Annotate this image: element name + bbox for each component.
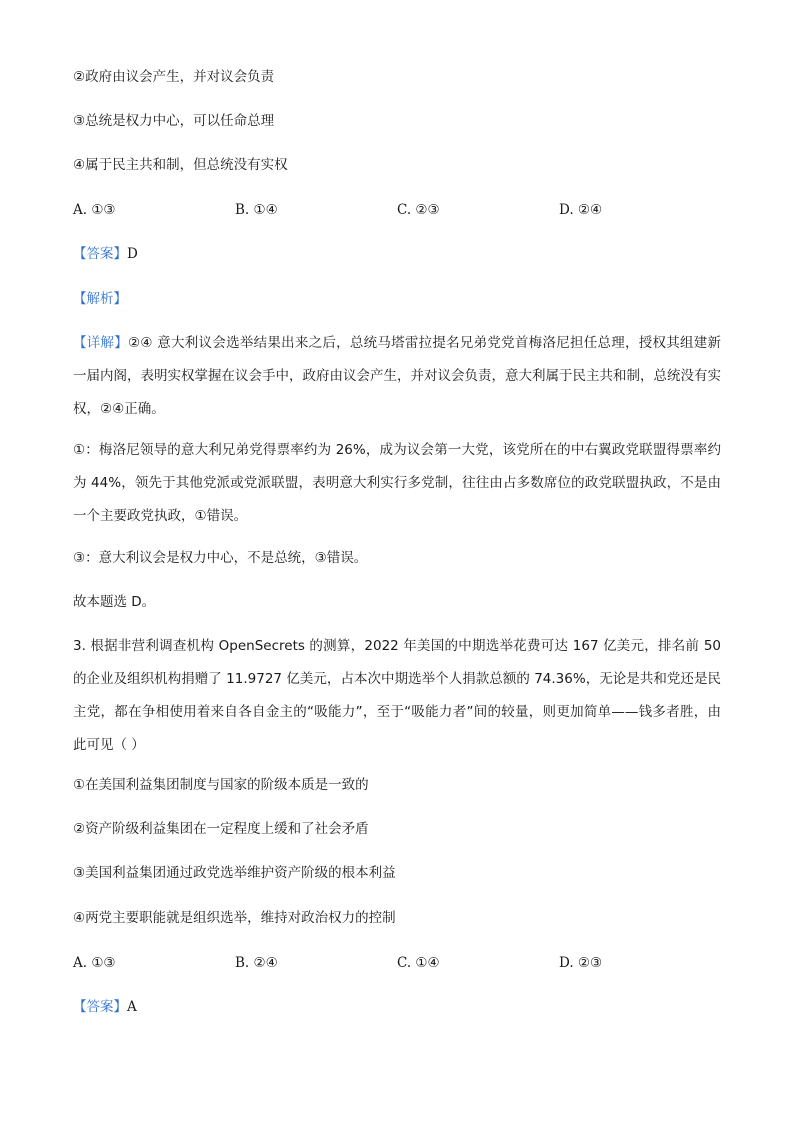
q2-detail-paragraph	[73, 327, 721, 426]
answer-value: A	[127, 999, 137, 1015]
q2-option-c: C. ②③	[397, 202, 440, 218]
q3-options-row	[73, 953, 721, 973]
q2-option-b: B. ①④	[235, 202, 278, 218]
answer-value: D	[127, 246, 138, 262]
q2-analysis-statement-1: ①：梅洛尼领导的意大利兄弟党得票率约为 26%，成为议会第一大党，该党所在的中右翼政党联盟得票率约为 44%，领先于其他党派或党派联盟，表明意大利实行多党制，往往由占多数席位的政党联盟执政，不是由一个主要政党执政，①错误。	[73, 442, 721, 524]
q2-answer	[73, 244, 138, 264]
q3-stem: 3. 根据非营利调查机构 OpenSecrets 的测算，2022 年美国的中期选举花费可达 167 亿美元，排名前 50 的企业及组织机构捐赠了 11.9727 亿美元，占本次中期选举个人捐款总额的 74.36%，无论是共和党还是民主党，都在争相使用着来自各自金主的“吸能力”，至于“吸能力者”间的较量，则更加简单——钱多者胜，由此可见（ ）	[73, 638, 721, 753]
detail-text: ②④ 意大利议会选举结果出来之后，总统马塔雷拉提名兄弟党党首梅洛尼担任总理，授权其组建新一届内阁，表明实权掌握在议会手中，政府由议会产生，并对议会负责，意大利属于民主共和制，总统没有实权，②④正确。	[73, 335, 722, 417]
q2-analysis-heading	[73, 289, 127, 309]
q3-option-a: A. ①③	[73, 955, 116, 971]
q3-statement-4: ④两党主要职能就是组织选举，维持对政治权力的控制	[73, 910, 396, 926]
q3-statement-1: ①在美国利益集团制度与国家的阶级本质是一致的	[73, 777, 369, 793]
detail-tag: 【详解】	[73, 335, 129, 351]
q2-option-d: D. ②④	[559, 202, 603, 218]
q3-option-d: D. ②③	[559, 955, 603, 971]
q2-statement-2: ②政府由议会产生，并对议会负责	[73, 69, 275, 85]
q2-statement-3: ③总统是权力中心，可以任命总理	[73, 113, 275, 129]
q3-answer	[73, 997, 137, 1017]
q3-option-c: C. ①④	[397, 955, 440, 971]
q2-analysis-statement-3: ③：意大利议会是权力中心，不是总统，③错误。	[73, 550, 368, 566]
q2-conclusion: 故本题选 D。	[73, 594, 156, 610]
analysis-tag: 【解析】	[73, 291, 127, 307]
q3-option-b: B. ②④	[235, 955, 278, 971]
answer-tag: 【答案】	[73, 246, 127, 262]
q3-statement-3: ③美国利益集团通过政党选举维护资产阶级的根本利益	[73, 865, 396, 881]
q3-statement-2: ②资产阶级利益集团在一定程度上缓和了社会矛盾	[73, 821, 369, 837]
answer-tag: 【答案】	[73, 999, 127, 1015]
q2-option-a: A. ①③	[73, 202, 116, 218]
q2-statement-4: ④属于民主共和制，但总统没有实权	[73, 157, 288, 173]
q2-options-row	[73, 200, 721, 220]
